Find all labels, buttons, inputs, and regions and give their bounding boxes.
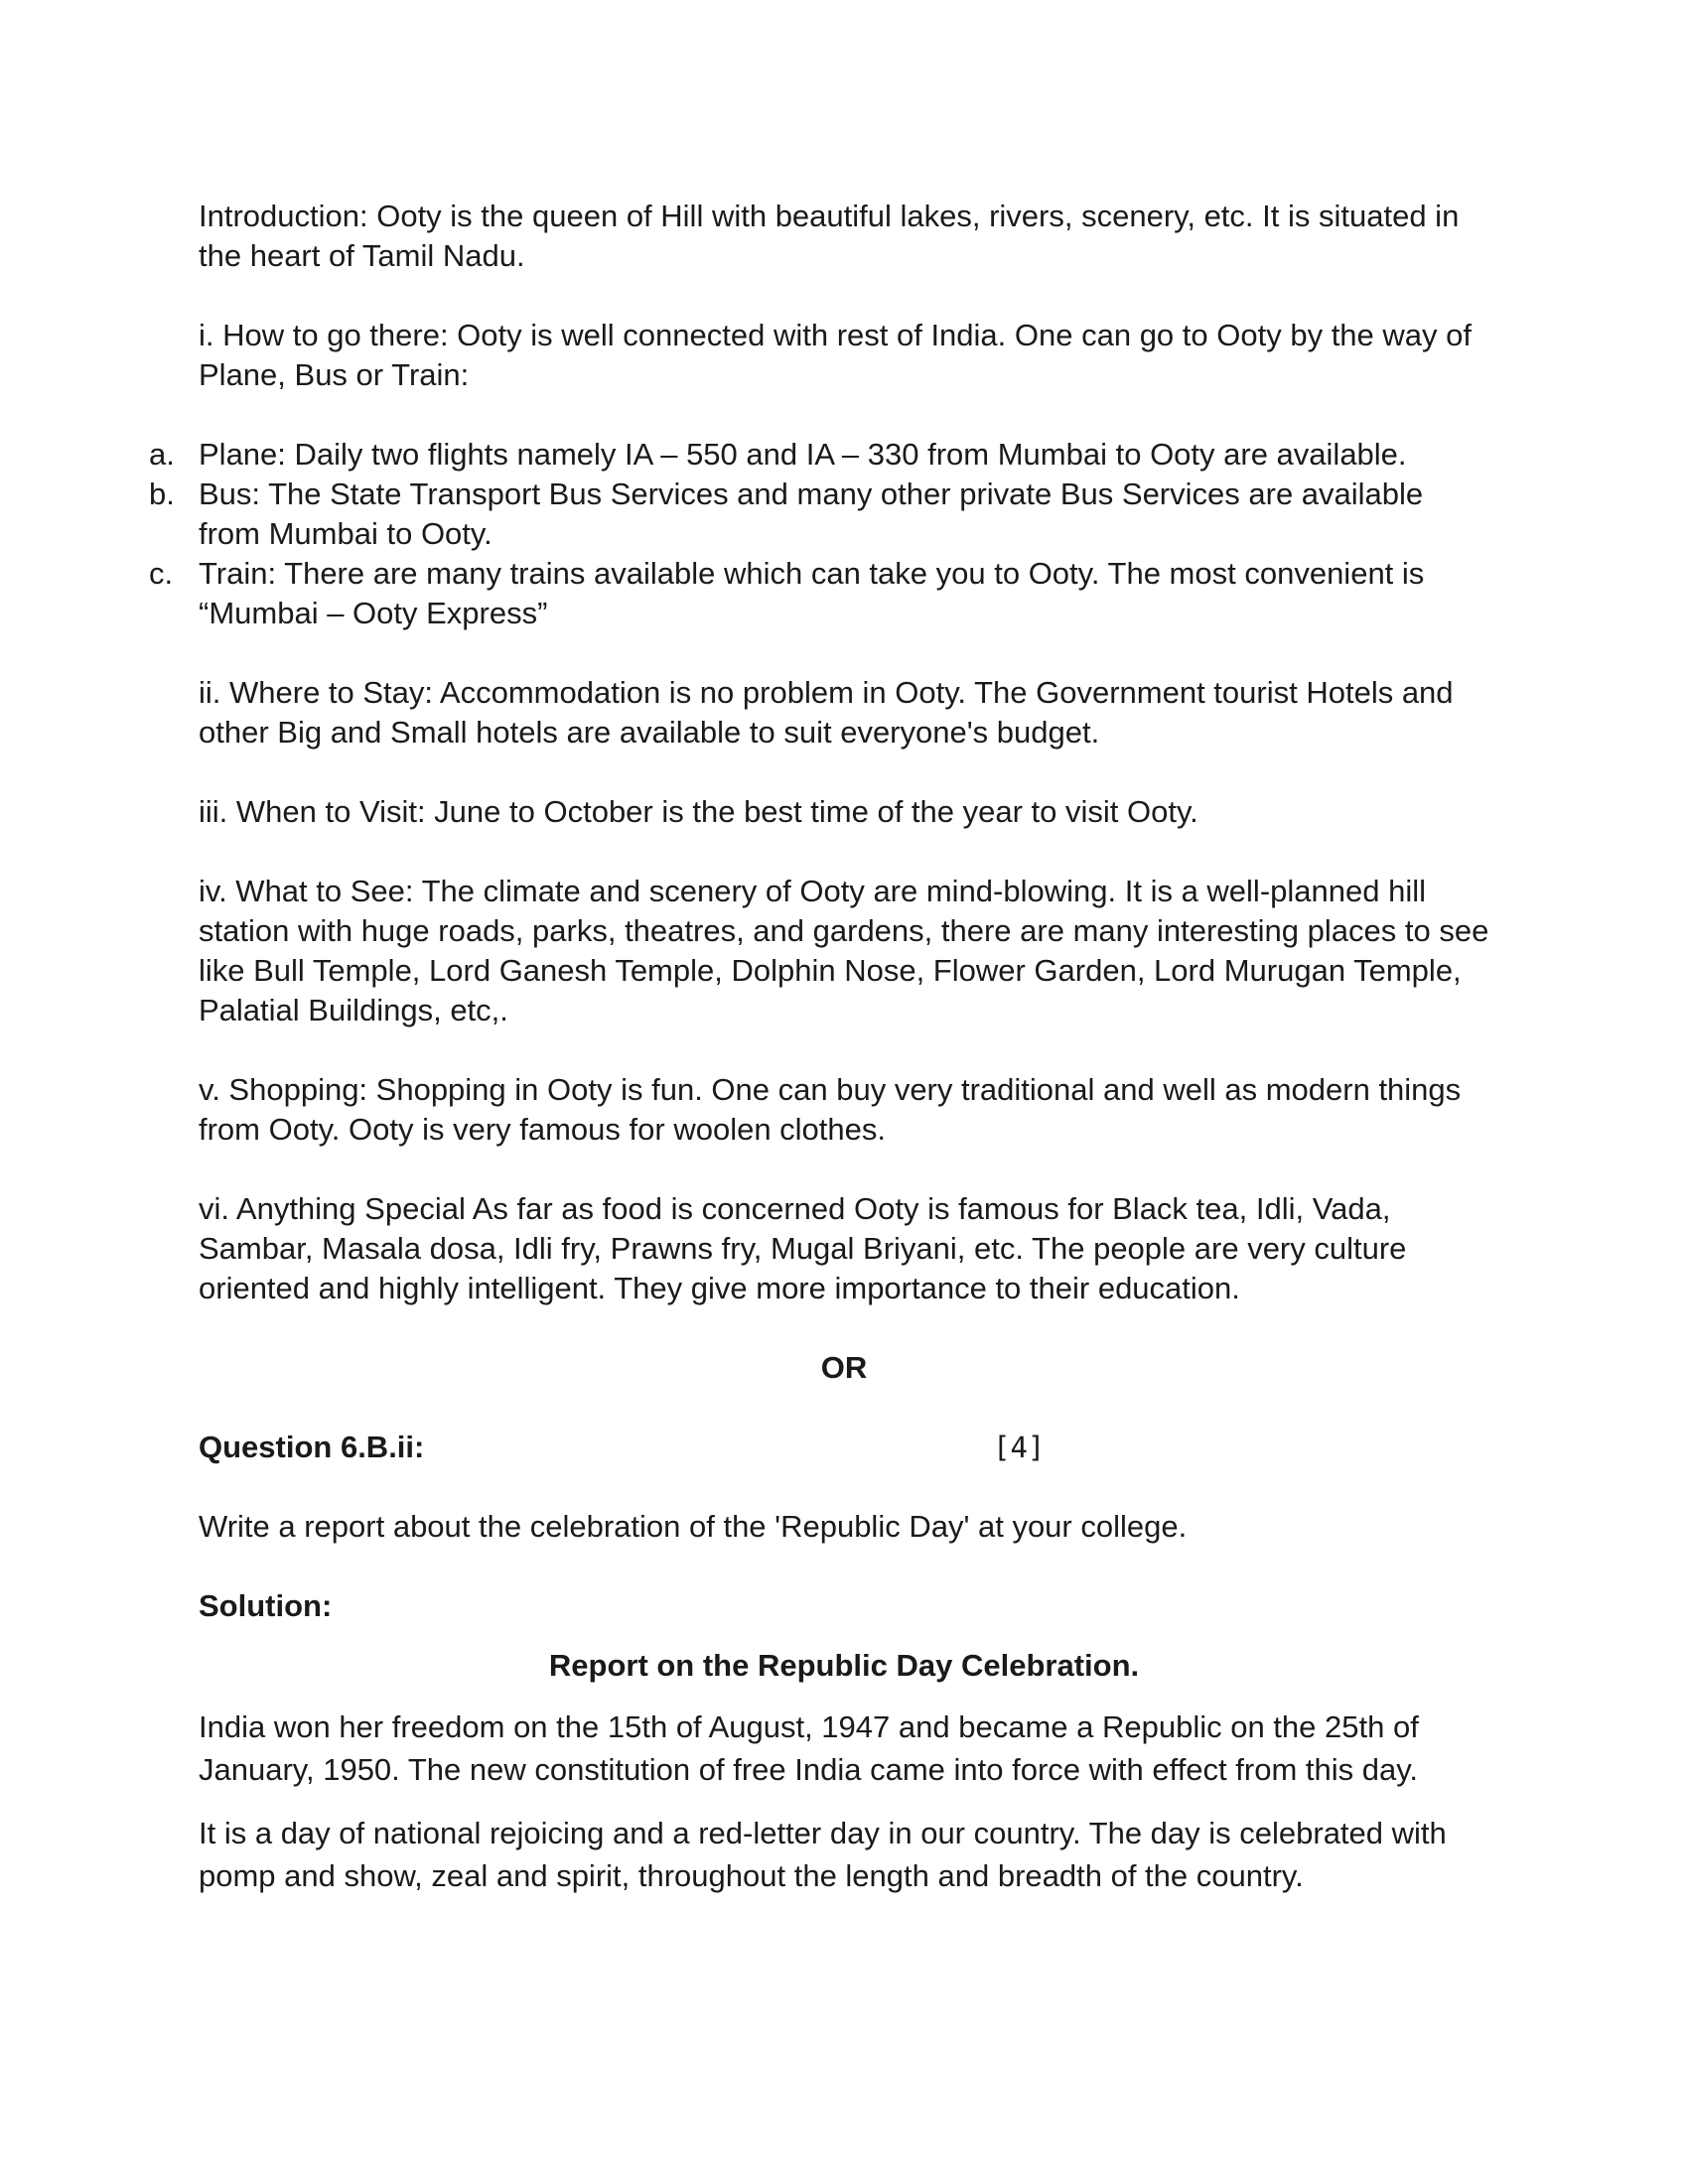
list-item-text: Bus: The State Transport Bus Services and many other private Bus Services are available from Mumbai to Ooty. (199, 477, 1424, 551)
how-to-go-paragraph: i. How to go there: Ooty is well connected with rest of India. One can go to Ooty by the way of Plane, Bus or Train: (199, 318, 1472, 392)
report-body (199, 1706, 1489, 1897)
list-item-text: Train: There are many trains available which can take you to Ooty. The most convenient is “Mumbai – Ooty Express” (199, 556, 1425, 630)
report-paragraph: It is a day of national rejoicing and a red-letter day in our country. The day is celebrated with pomp and show, zeal and spirit, throughout the length and breadth of the country. (199, 1816, 1447, 1893)
shopping-paragraph: v. Shopping: Shopping in Ooty is fun. One can buy very traditional and well as modern things from Ooty. Ooty is very famous for woolen clothes. (199, 1072, 1462, 1147)
list-marker: a. (149, 437, 175, 472)
when-to-visit-paragraph: iii. When to Visit: June to October is the best time of the year to visit Ooty. (199, 794, 1198, 829)
intro-paragraph: Introduction: Ooty is the queen of Hill with beautiful lakes, rivers, scenery, etc. It is situated in the heart of Tamil Nadu. (199, 199, 1460, 273)
or-divider: OR (820, 1350, 868, 1385)
what-to-see-paragraph: iv. What to See: The climate and scenery of Ooty are mind-blowing. It is a well-planned hill station with huge roads, parks, theatres, and gardens, there are many interesting places to see like Bull Temple, Lord Ganesh Temple, Dolphin Nose, Flower Garden, Lord Murugan Temple, Palatial Buildings, etc,. (199, 874, 1489, 1027)
travel-modes-list (149, 435, 1489, 633)
solution-label: Solution: (199, 1588, 333, 1623)
report-paragraph: India won her freedom on the 15th of August, 1947 and became a Republic on the 25th of January, 1950. The new constitution of free India came into force with effect from this day. (199, 1709, 1419, 1787)
document-page (149, 197, 1489, 1897)
question-marks: [4] (993, 1431, 1046, 1464)
where-to-stay-paragraph: ii. Where to Stay: Accommodation is no problem in Ooty. The Government tourist Hotels and other Big and Small hotels are available to suit everyone's budget. (199, 675, 1454, 750)
list-marker: b. (149, 477, 175, 511)
question-header (199, 1428, 1489, 1467)
list-item (149, 554, 1489, 633)
list-item-text: Plane: Daily two flights namely IA – 550 and IA – 330 from Mumbai to Ooty are available. (199, 437, 1407, 472)
special-paragraph: vi. Anything Special As far as food is concerned Ooty is famous for Black tea, Idli, Vada, Sambar, Masala dosa, Idli fry, Prawns fry, Mugal Briyani, etc. The people are very culture oriented and highly intelligent. They give more importance to their education. (199, 1191, 1407, 1305)
question-label: Question 6.B.ii: (199, 1430, 425, 1464)
question-prompt: Write a report about the celebration of the 'Republic Day' at your college. (199, 1509, 1188, 1544)
report-title: Report on the Republic Day Celebration. (548, 1648, 1140, 1683)
list-item (149, 475, 1489, 554)
list-item (149, 435, 1489, 475)
list-marker: c. (149, 556, 174, 591)
